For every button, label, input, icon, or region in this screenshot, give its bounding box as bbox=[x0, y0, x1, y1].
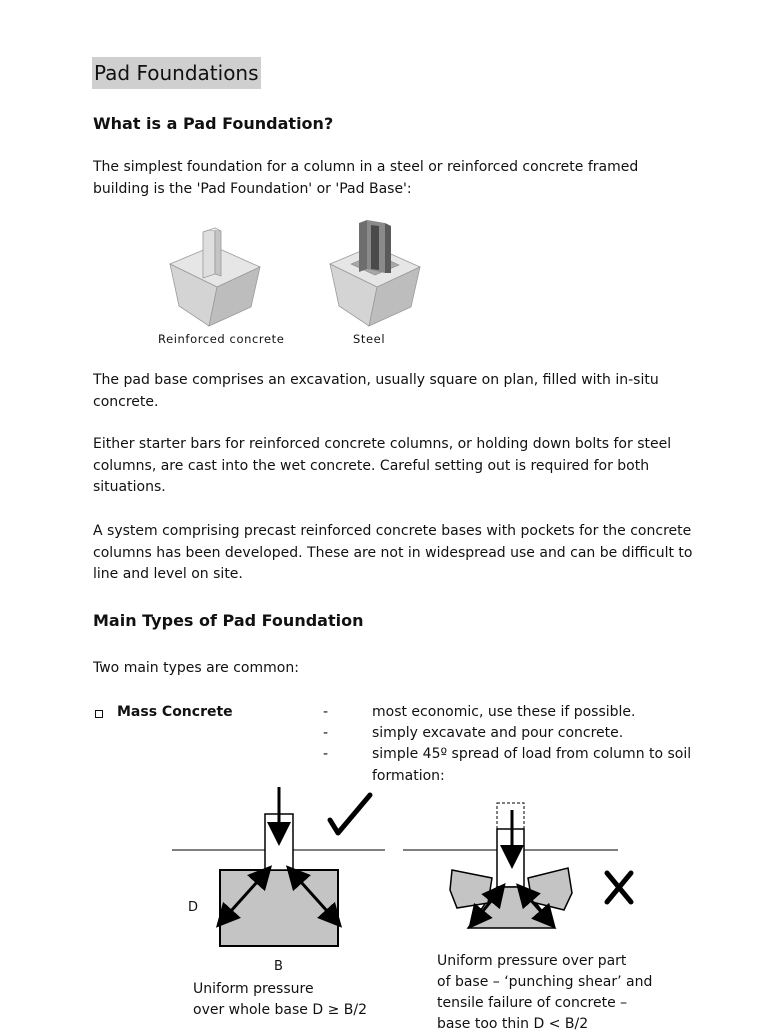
page-title: Pad Foundations bbox=[92, 57, 261, 89]
cross-icon bbox=[607, 873, 631, 902]
punching-shear-failure-diagram bbox=[400, 798, 645, 933]
intro-paragraph: The simplest foundation for a column in a steel or reinforced concrete framed building is the 'Pad Foundation' or 'Pad Base': bbox=[93, 159, 639, 197]
checkmark-icon bbox=[330, 795, 370, 833]
dash-2: - bbox=[323, 725, 329, 741]
paragraph-starter-bars: Either starter bars for reinforced concrete columns, or holding down bolts for steel columns, are cast into the wet concrete. Careful setting out is required for both situations. bbox=[93, 436, 672, 495]
caption-steel: Steel bbox=[353, 332, 386, 346]
point-load-spread: simple 45º spread of load from column to soil formation: bbox=[372, 746, 692, 784]
paragraph-pad-base: The pad base comprises an excavation, usually square on plan, filled with in-situ concrete. bbox=[93, 372, 659, 410]
dash-3: - bbox=[323, 746, 329, 762]
caption-reinforced-concrete: Reinforced concrete bbox=[158, 332, 285, 346]
caption-right-line2: of base – ‘punching shear’ and bbox=[437, 974, 653, 990]
section-heading-main-types: Main Types of Pad Foundation bbox=[93, 611, 364, 630]
bullet-square-icon bbox=[95, 710, 103, 718]
point-economic: most economic, use these if possible. bbox=[372, 704, 636, 720]
point-excavate: simply excavate and pour concrete. bbox=[372, 725, 624, 741]
caption-right-line4: base too thin D < B/2 bbox=[437, 1016, 589, 1032]
paragraph-precast-system: A system comprising precast reinforced concrete bases with pockets for the concrete columns has been developed. These are not in widespread use and can be difficult to line and level on site. bbox=[93, 523, 693, 582]
steel-pad-figure bbox=[325, 217, 425, 329]
mass-concrete-correct-diagram bbox=[170, 785, 392, 953]
label-d: D bbox=[188, 900, 199, 915]
types-intro: Two main types are common: bbox=[93, 660, 299, 676]
caption-left-line1: Uniform pressure bbox=[193, 981, 314, 997]
caption-right-line1: Uniform pressure over part bbox=[437, 953, 627, 969]
dash-1: - bbox=[323, 704, 329, 720]
label-b: B bbox=[274, 959, 283, 974]
caption-right-line3: tensile failure of concrete – bbox=[437, 995, 628, 1011]
section-heading-what-is: What is a Pad Foundation? bbox=[93, 114, 334, 133]
type-name-mass-concrete: Mass Concrete bbox=[117, 704, 233, 720]
caption-left-line2: over whole base D ≥ B/2 bbox=[193, 1002, 367, 1018]
reinforced-concrete-pad-figure bbox=[165, 222, 265, 330]
